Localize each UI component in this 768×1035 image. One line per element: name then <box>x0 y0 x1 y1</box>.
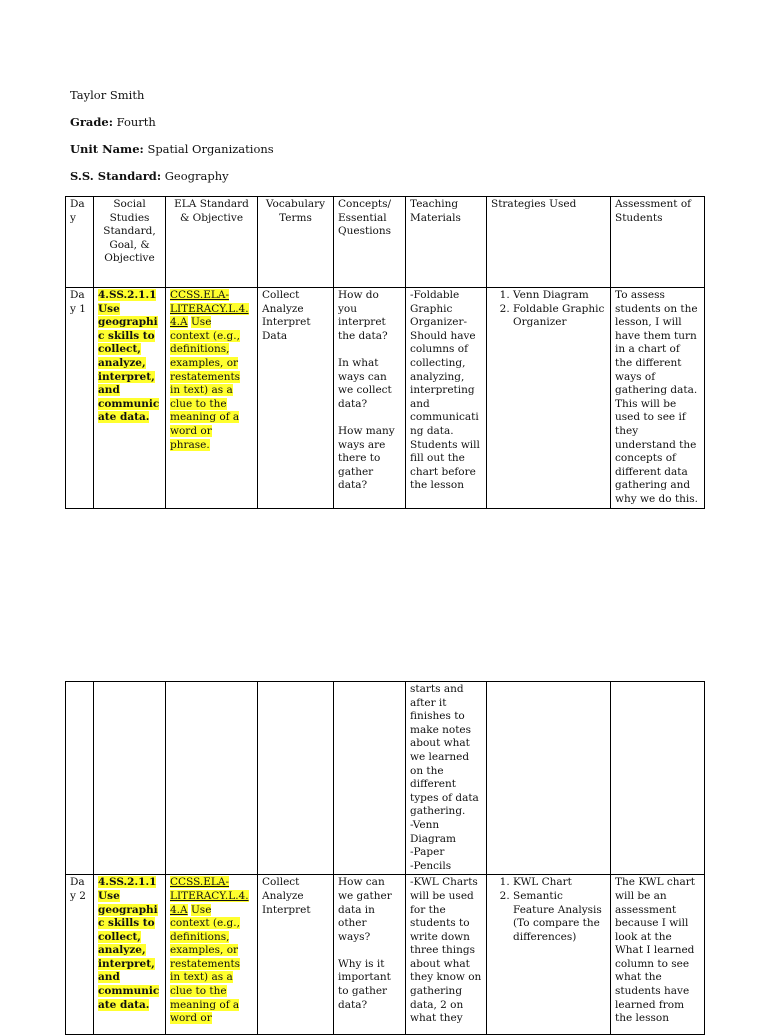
strategies-cell <box>487 682 611 875</box>
assessment-cell <box>611 682 705 875</box>
materials-cell: -Foldable Graphic Organizer- Should have columns of collecting, analyzing, interpreting and communicating data. Students will fill out the chart before the lesson <box>406 288 487 509</box>
grade-label: Grade: <box>70 115 113 129</box>
vocab-term: Collect <box>262 876 300 889</box>
standard-line <box>70 169 229 183</box>
day-cell: Day 1 <box>66 288 94 509</box>
col-header-strategies: Strategies Used <box>487 197 611 288</box>
questions-cell <box>334 288 406 509</box>
ela-code: CCSS.ELA-LITERACY.L.4.4.A <box>170 876 249 916</box>
unit-line <box>70 142 274 156</box>
ss-standard-cell <box>94 682 166 875</box>
table-row-continued <box>66 682 705 875</box>
vocab-cell <box>258 682 334 875</box>
question: How do you interpret the data? <box>338 289 388 342</box>
vocab-cell <box>258 288 334 509</box>
materials-cell: -KWL Charts will be used for the students to write down three things about what they know on gathering data, 2 on what they <box>406 875 487 1035</box>
table-row-day2 <box>66 875 705 1035</box>
unit-value: Spatial Organizations <box>147 142 274 156</box>
question: In what ways can we collect data? <box>338 356 392 410</box>
ela-text: Use context (e.g., definitions, examples, or restatements in text) as a clue to the meaning of a word or phrase. <box>170 316 241 451</box>
grade-value: Fourth <box>116 115 156 129</box>
questions-cell <box>334 875 406 1035</box>
question: How many ways are there to gather data? <box>338 424 395 492</box>
strategies-list <box>491 876 606 944</box>
materials-line: starts and after it finishes to make notes about what we learned on the different types of data gathering. <box>410 683 479 818</box>
ela-code: CCSS.ELA-LITERACY.L.4.4.A <box>170 289 249 329</box>
vocab-term: Interpret <box>262 903 311 916</box>
unit-label: Unit Name: <box>70 142 144 156</box>
day-cell: Day 2 <box>66 875 94 1035</box>
grade-line <box>70 115 156 129</box>
materials-line: -Paper <box>410 846 445 859</box>
vocab-term: Analyze <box>262 889 304 902</box>
strategies-cell <box>487 288 611 509</box>
strategy-item: 2. Foldable Graphic Organizer <box>513 303 606 330</box>
ss-standard-cell <box>94 288 166 509</box>
col-header-materials: Teaching Materials <box>406 197 487 288</box>
vocab-term: Analyze <box>262 302 304 315</box>
strategies-list <box>491 289 606 330</box>
vocab-cell <box>258 875 334 1035</box>
materials-cell <box>406 682 487 875</box>
question: How can we gather data in other ways? <box>338 876 392 943</box>
questions-cell <box>334 682 406 875</box>
ela-text: Use context (e.g., definitions, examples, or restatements in text) as a clue to the meaning of a word or <box>170 903 241 1025</box>
col-header-questions: Concepts/ Essential Questions <box>334 197 406 288</box>
materials-line: -Venn Diagram <box>410 818 456 845</box>
table-row-day1 <box>66 288 705 509</box>
ss-text: Use geographic skills to collect, analyze, interpret, and communicate data. <box>98 302 160 424</box>
strategy-item: 2. Semantic Feature Analysis (To compare the differences) <box>513 890 606 944</box>
author-name: Taylor Smith <box>70 88 145 102</box>
materials-line: -Pencils <box>410 859 452 872</box>
ela-standard-cell <box>166 875 258 1035</box>
lesson-plan-table-1 <box>65 196 705 509</box>
ss-code: 4.SS.2.1.1 <box>98 289 157 301</box>
col-header-day: Day <box>66 197 94 288</box>
vocab-term: Data <box>262 329 288 342</box>
strategy-item: 1. Venn Diagram <box>513 289 606 303</box>
strategy-item: 1. KWL Chart <box>513 876 606 890</box>
ss-standard-cell <box>94 875 166 1035</box>
vocab-term: Collect <box>262 289 300 301</box>
ela-standard-cell <box>166 682 258 875</box>
vocab-term: Interpret <box>262 316 311 329</box>
ss-text: Use geographic skills to collect, analyze, interpret, and communicate data. <box>98 889 160 1011</box>
standard-label: S.S. Standard: <box>70 169 162 183</box>
lesson-plan-table-2 <box>65 681 705 1035</box>
col-header-ss-standard: Social Studies Standard, Goal, & Objective <box>94 197 166 288</box>
col-header-vocabulary: Vocabulary Terms <box>258 197 334 288</box>
ss-code: 4.SS.2.1.1 <box>98 876 157 889</box>
col-header-ela-standard: ELA Standard & Objective <box>166 197 258 288</box>
strategies-cell <box>487 875 611 1035</box>
question: Why is it important to gather data? <box>338 957 391 1011</box>
ela-standard-cell <box>166 288 258 509</box>
standard-value: Geography <box>164 169 229 183</box>
col-header-assessment: Assessment of Students <box>611 197 705 288</box>
assessment-cell: The KWL chart will be an assessment because I will look at the What I learned column to see what the students have learned from the lesson <box>611 875 705 1035</box>
day-cell <box>66 682 94 875</box>
table-header-row <box>66 197 705 288</box>
assessment-cell: To assess students on the lesson, I will have them turn in a chart of the different ways of gathering data. This will be used to see if they understand the concepts of different data gathering and why we do this. <box>611 288 705 509</box>
